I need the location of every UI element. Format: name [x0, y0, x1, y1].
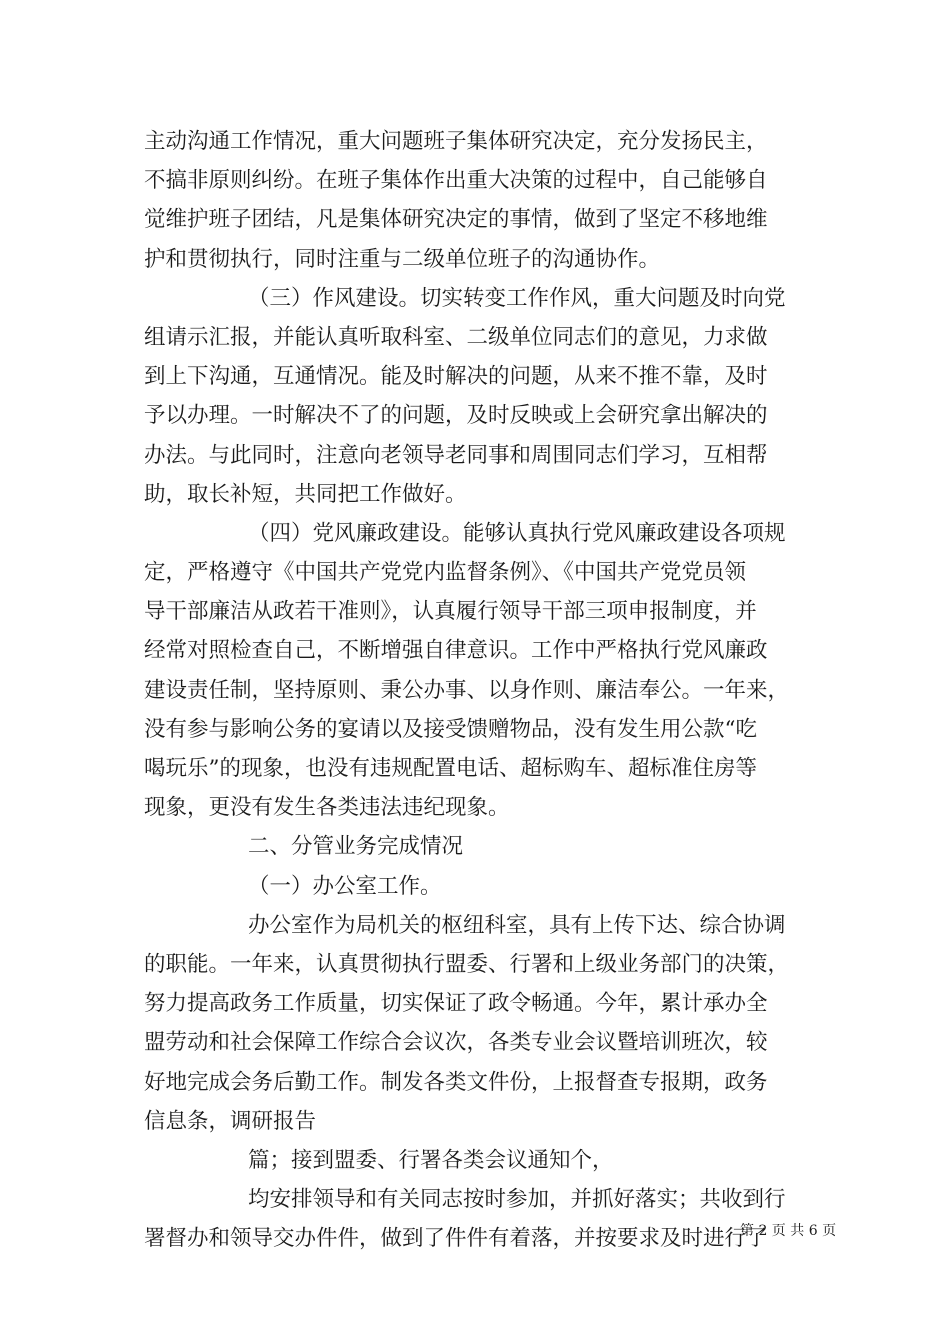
page-number-footer: 第 2 页 共 6 页 — [740, 1223, 837, 1239]
text-line: 均安排领导和有关同志按时参加，并抓好落实；共收到行 — [248, 1187, 786, 1213]
text-line: （四）党风廉政建设。能够认真执行党风廉政建设各项规 — [248, 520, 786, 546]
text-line: 篇；接到盟委、行署各类会议通知个， — [248, 1147, 614, 1173]
text-line: 信息条，调研报告 — [144, 1108, 317, 1134]
text-line: 觉维护班子团结，凡是集体研究决定的事情，做到了坚定不移地维 — [144, 207, 768, 233]
text-line: 署督办和领导交办件件，做到了件件有着落，并按要求及时进行了 — [144, 1226, 768, 1252]
text-line: 好地完成会务后勤工作。制发各类文件份，上报督查专报期，政务 — [144, 1069, 768, 1095]
text-line: 经常对照检查自己，不断增强自律意识。工作中严格执行党风廉政 — [144, 638, 768, 664]
text-line: 不搞非原则纠纷。在班子集体作出重大决策的过程中，自己能够自 — [144, 168, 768, 194]
text-line: 的职能。一年来，认真贯彻执行盟委、行署和上级业务部门的决策， — [144, 951, 790, 977]
text-line: 没有参与影响公务的宴请以及接受馈赠物品，没有发生用公款“吃 — [144, 716, 757, 742]
text-line: 喝玩乐”的现象，也没有违规配置电话、超标购车、超标准住房等 — [144, 756, 757, 781]
text-line: 到上下沟通，互通情况。能及时解决的问题，从来不推不靠，及时 — [144, 364, 768, 390]
text-line: 努力提高政务工作质量，切实保证了政令畅通。今年，累计承办全 — [144, 991, 768, 1017]
text-line: 办法。与此同时，注意向老领导老同事和周围同志们学习，互相帮 — [144, 442, 768, 468]
text-line: 组请示汇报，并能认真听取科室、二级单位同志们的意见，力求做 — [144, 324, 768, 350]
text-line: 办公室作为局机关的枢纽科室，具有上传下达、综合协调 — [248, 912, 786, 938]
text-line: 主动沟通工作情况，重大问题班子集体研究决定，充分发扬民主， — [144, 129, 768, 154]
document-body — [144, 122, 837, 1258]
text-line: 导干部廉洁从政若干准则》，认真履行领导干部三项申报制度，并 — [144, 599, 757, 625]
text-line: （三）作风建设。切实转变工作作风，重大问题及时向党 — [248, 285, 786, 311]
text-line: 建设责任制，坚持原则、秉公办事、以身作则、廉洁奉公。一年来， — [144, 677, 790, 703]
text-line: 护和贯彻执行，同时注重与二级单位班子的沟通协作。 — [144, 246, 661, 272]
text-line: 盟劳动和社会保障工作综合会议次，各类专业会议暨培训班次，较 — [144, 1030, 768, 1056]
text-line: 予以办理。一时解决不了的问题，及时反映或上会研究拿出解决的 — [144, 403, 768, 429]
text-line: 现象，更没有发生各类违法违纪现象。 — [144, 795, 510, 821]
text-line: （一）办公室工作。 — [248, 873, 442, 899]
text-line: 定，严格遵守《中国共产党党内监督条例》、《中国共产党党员领 — [144, 560, 747, 586]
text-line: 助，取长补短，共同把工作做好。 — [144, 481, 467, 507]
text-line: 二、分管业务完成情况 — [248, 834, 464, 860]
